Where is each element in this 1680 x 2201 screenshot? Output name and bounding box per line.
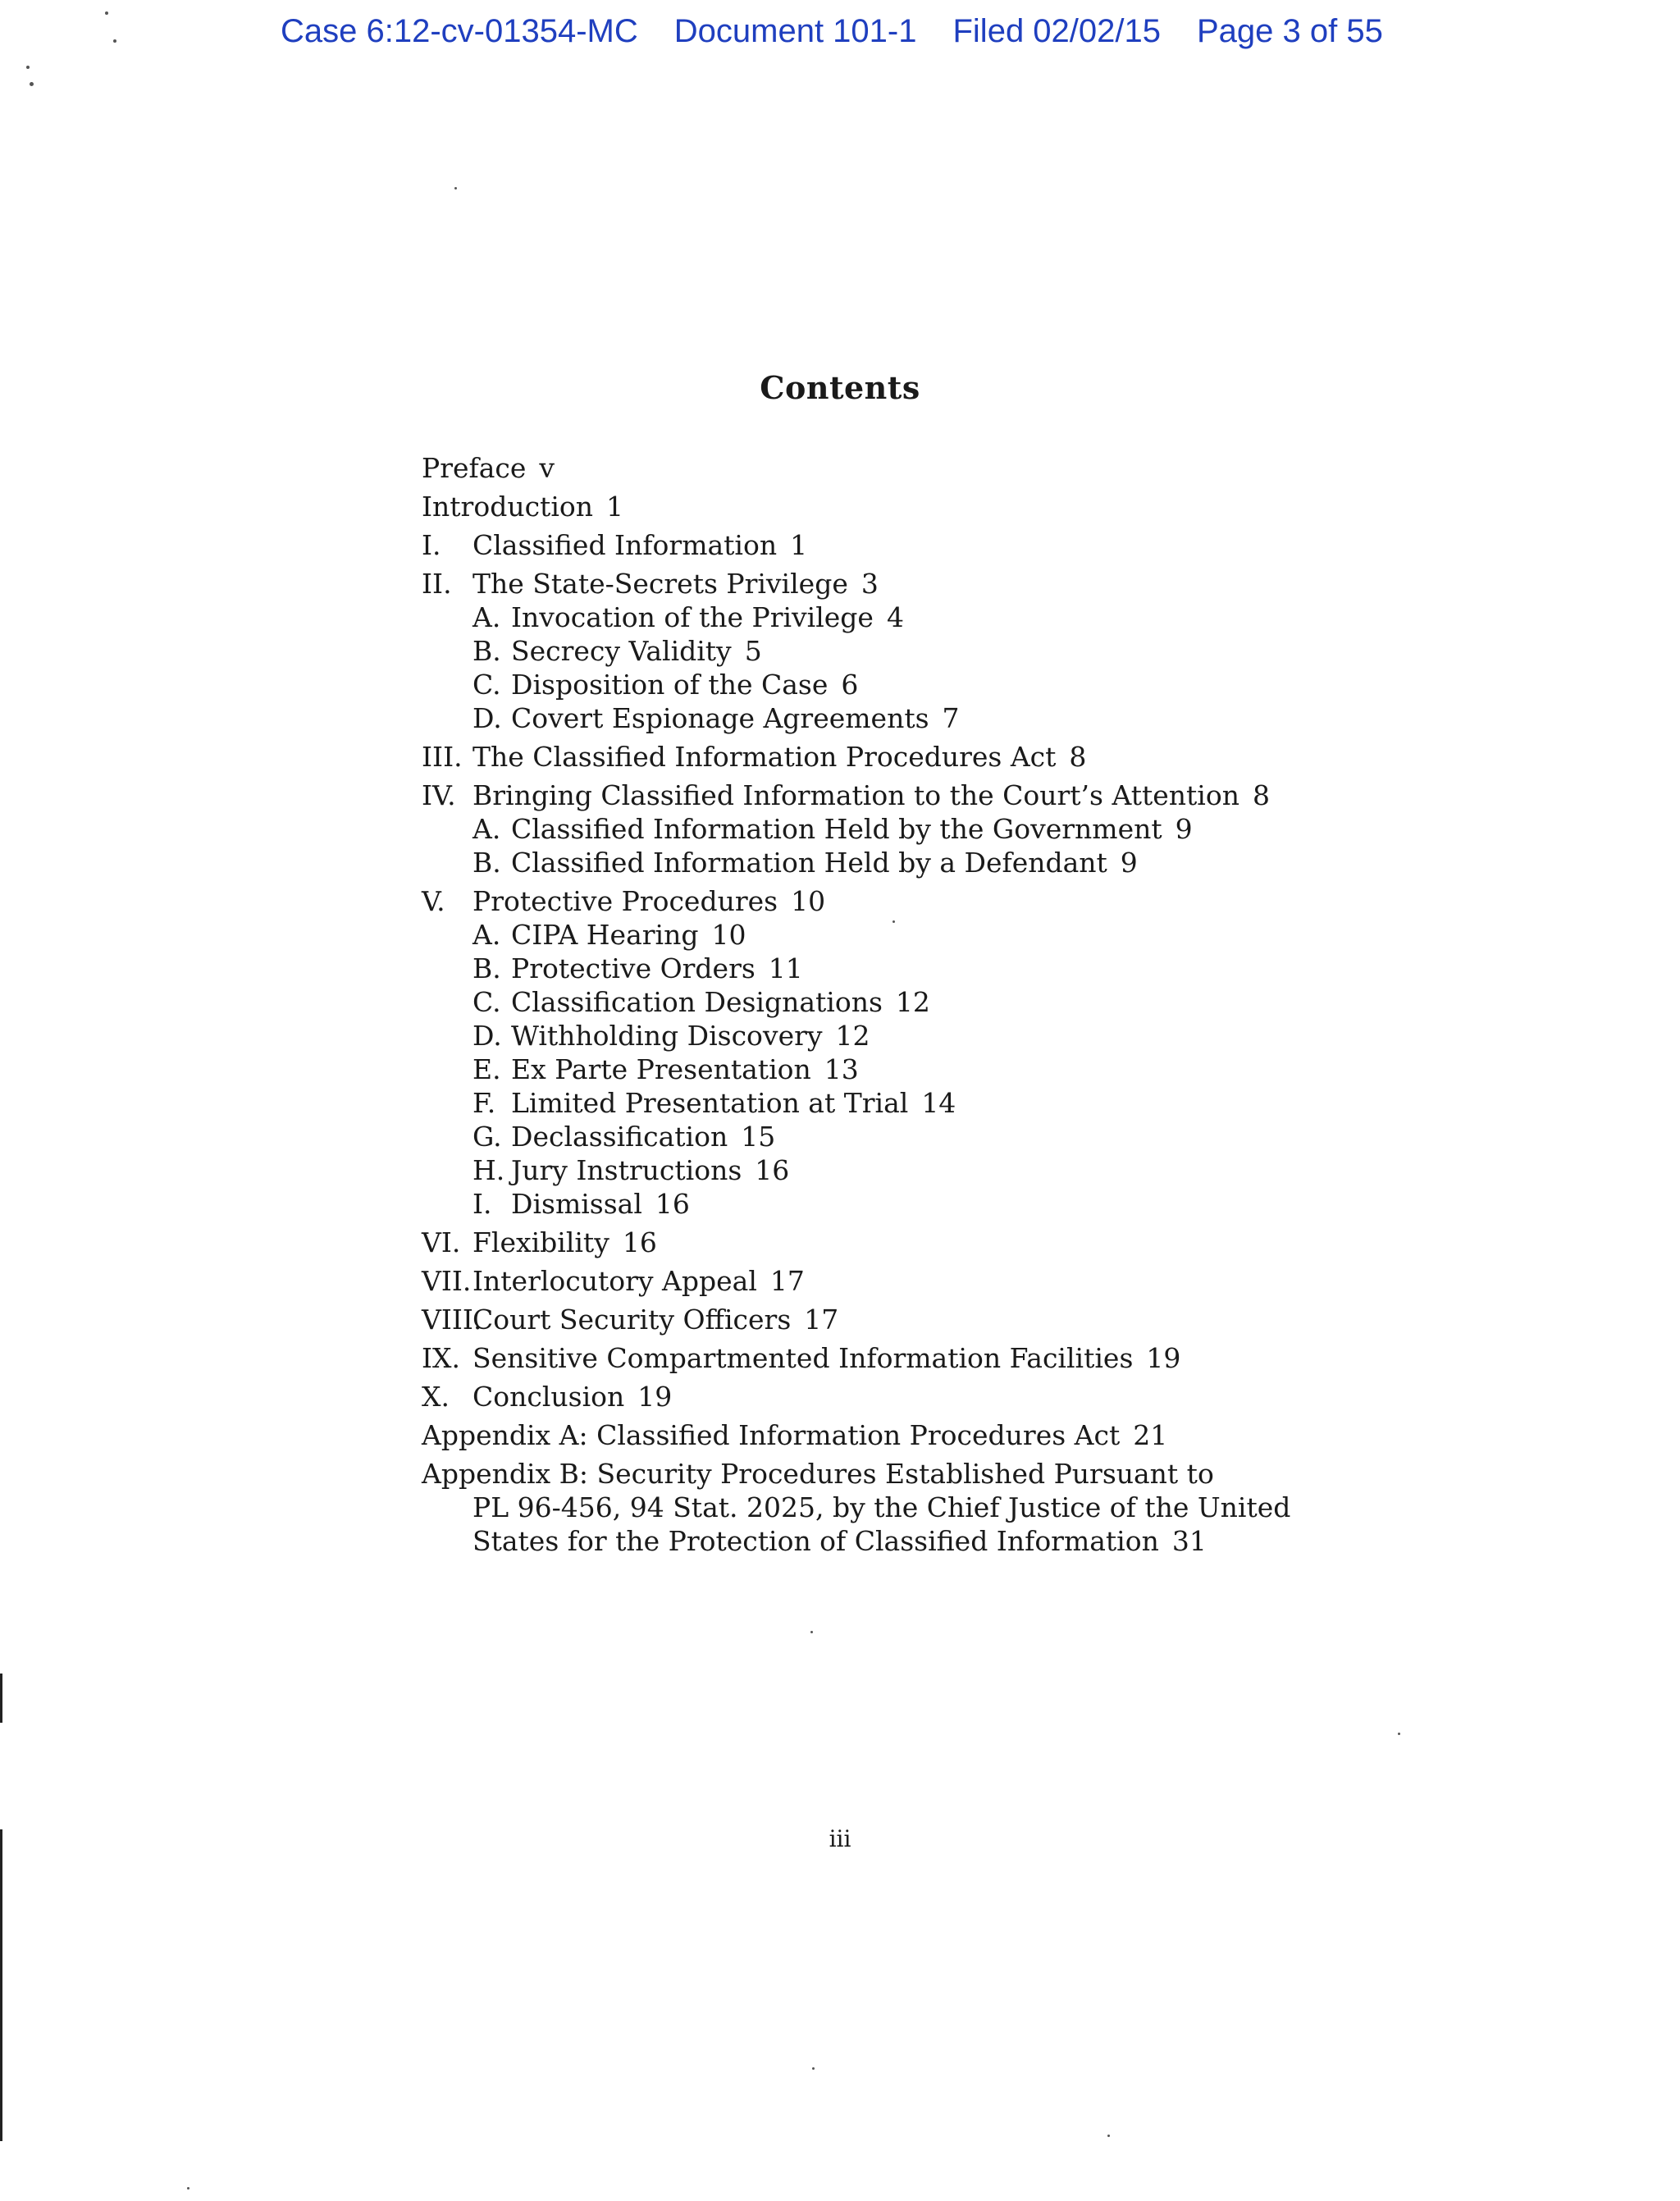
scan-speck bbox=[30, 82, 34, 86]
toc-entry-preface: Preface v bbox=[422, 452, 555, 484]
toc-entry-section-1: I. Classified Information 1 bbox=[422, 529, 808, 561]
scan-edge-mark bbox=[0, 1829, 2, 2141]
toc-subentry: A. Invocation of the Privilege 4 bbox=[472, 601, 904, 633]
toc-subentry: C. Disposition of the Case 6 bbox=[472, 669, 859, 701]
toc-subentry: B. Classified Information Held by a Defendant 9 bbox=[472, 847, 1138, 879]
toc-entry-section-7: VII.Interlocutory Appeal 17 bbox=[422, 1265, 805, 1297]
document-number: Document 101-1 bbox=[673, 12, 917, 49]
scan-speck bbox=[26, 66, 30, 69]
page-count: Page 3 of 55 bbox=[1197, 12, 1383, 49]
toc-entry-section-8: VIII.Court Security Officers 17 bbox=[422, 1304, 839, 1336]
toc-entry-section-5: V. Protective Procedures 10 bbox=[422, 885, 826, 917]
toc-subentry: F. Limited Presentation at Trial 14 bbox=[472, 1087, 956, 1119]
toc-subentry: E. Ex Parte Presentation 13 bbox=[472, 1053, 859, 1085]
scan-speck bbox=[892, 920, 895, 923]
case-number: Case 6:12-cv-01354-MC bbox=[281, 12, 638, 49]
toc-subentry: B. Protective Orders 11 bbox=[472, 952, 803, 984]
toc-entry-appendix-b: Appendix B: Security Procedures Established Pursuant to PL 96-456, 94 Stat. 2025, by the Chief Justice of the United States for the Protection of Classified Information 31 bbox=[422, 1458, 1291, 1557]
toc-entry-introduction: Introduction 1 bbox=[422, 491, 623, 523]
toc-entry-section-4: IV. Bringing Classified Information to the Court’s Attention 8 bbox=[422, 779, 1270, 811]
scan-speck bbox=[105, 11, 108, 15]
toc-entry-section-3: III. The Classified Information Procedures Act 8 bbox=[422, 741, 1087, 773]
scan-speck bbox=[113, 39, 116, 43]
scan-edge-mark bbox=[0, 1674, 2, 1723]
toc-subentry: A. Classified Information Held by the Government 9 bbox=[472, 813, 1193, 845]
toc-subentry: A. CIPA Hearing 10 bbox=[472, 919, 746, 951]
filed-date: Filed 02/02/15 bbox=[952, 12, 1161, 49]
toc-entry-section-9: IX. Sensitive Compartmented Information Facilities 19 bbox=[422, 1342, 1181, 1374]
toc-subentry: D. Withholding Discovery 12 bbox=[472, 1020, 870, 1052]
table-of-contents bbox=[422, 451, 1291, 1558]
toc-entry-section-2: II. The State-Secrets Privilege 3 bbox=[422, 568, 879, 600]
toc-subentry: I. Dismissal 16 bbox=[472, 1188, 690, 1220]
toc-subentry: B. Secrecy Validity 5 bbox=[472, 635, 762, 667]
scan-speck bbox=[812, 2067, 815, 2070]
scan-speck bbox=[1398, 1733, 1400, 1735]
toc-entry-section-6: VI. Flexibility 16 bbox=[422, 1226, 657, 1258]
toc-subentry: H. Jury Instructions 16 bbox=[472, 1154, 790, 1186]
contents-title: Contents bbox=[760, 369, 920, 406]
toc-subentry: C. Classification Designations 12 bbox=[472, 986, 930, 1018]
court-filing-header bbox=[281, 8, 1383, 54]
scan-speck bbox=[810, 1631, 813, 1633]
scan-speck bbox=[454, 187, 457, 190]
toc-entry-section-10: X. Conclusion 19 bbox=[422, 1381, 673, 1413]
scan-speck bbox=[1107, 2135, 1110, 2137]
toc-subentry: G. Declassification 15 bbox=[472, 1121, 776, 1153]
page-number: iii bbox=[829, 1825, 851, 1852]
toc-subentry: D. Covert Espionage Agreements 7 bbox=[472, 702, 960, 734]
scan-speck bbox=[187, 2187, 189, 2190]
toc-entry-appendix-a: Appendix A: Classified Information Procedures Act 21 bbox=[422, 1419, 1168, 1451]
